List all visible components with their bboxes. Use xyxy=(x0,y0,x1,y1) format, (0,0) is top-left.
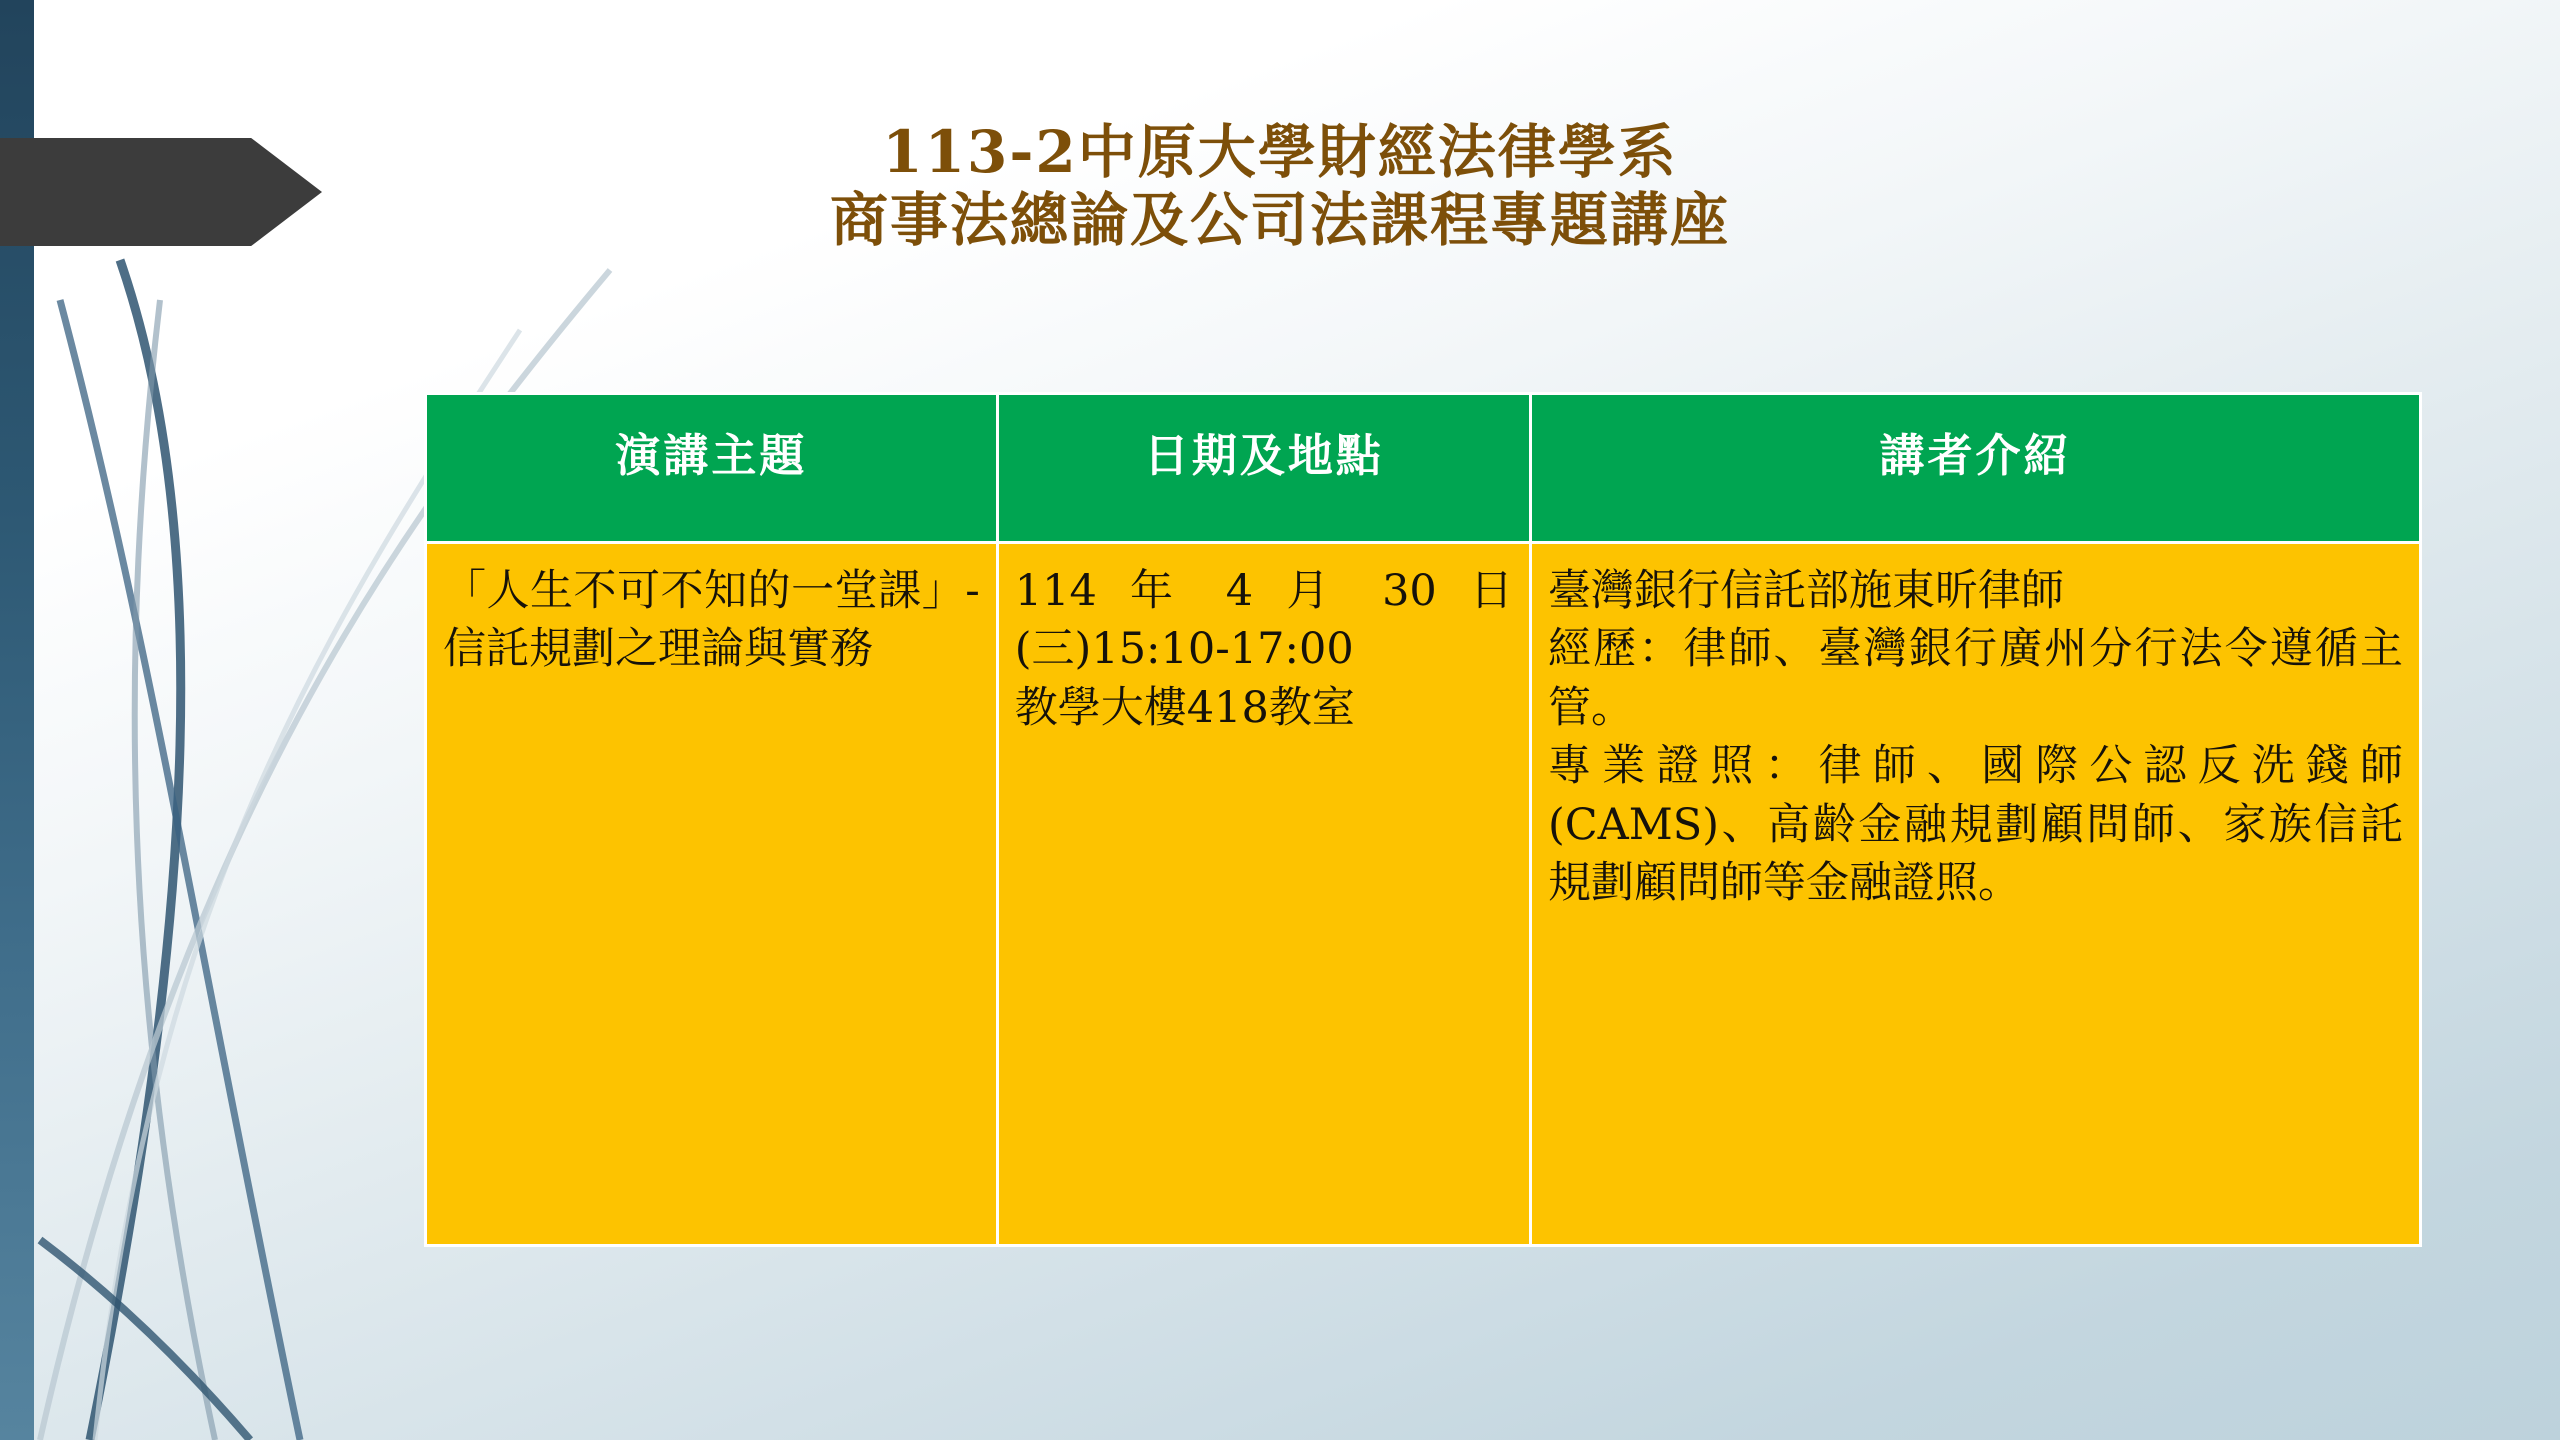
cell-date-place xyxy=(997,543,1530,1246)
cell-speaker xyxy=(1531,543,2421,1246)
lecture-table xyxy=(424,392,2422,1247)
title-line-2: 商事法總論及公司法課程專題講座 xyxy=(829,186,1730,255)
column-header-topic: 演講主題 xyxy=(426,394,998,543)
speaker-experience-line: 經歷：律師、臺灣銀行廣州分行法令遵循主管。 xyxy=(1548,624,2403,733)
column-header-date-place: 日期及地點 xyxy=(997,394,1530,543)
table-header-row xyxy=(426,394,2421,543)
column-header-speaker: 講者介紹 xyxy=(1531,394,2421,543)
cell-place-line: 教學大樓418教室 xyxy=(1014,682,1355,733)
cell-date-line: 114 年 4 月 30 日(三)15:10-17:00 xyxy=(1014,566,1513,675)
lecture-table-wrapper xyxy=(424,392,2422,1247)
speaker-name-line: 臺灣銀行信託部施東昕律師 xyxy=(1548,566,2064,616)
table-row xyxy=(426,543,2421,1246)
page-title xyxy=(0,118,2560,255)
cell-topic: 「人生不可不知的一堂課」-信託規劃之理論與實務 xyxy=(426,543,998,1246)
speaker-certificates-line: 專業證照：律師、國際公認反洗錢師(CAMS)、高齡金融規劃顧問師、家族信託規劃顧問師等金融證照。 xyxy=(1548,741,2403,909)
table-body xyxy=(426,543,2421,1246)
title-line-1: 113-2中原大學財經法律學系 xyxy=(882,118,1678,186)
table-header xyxy=(426,394,2421,543)
